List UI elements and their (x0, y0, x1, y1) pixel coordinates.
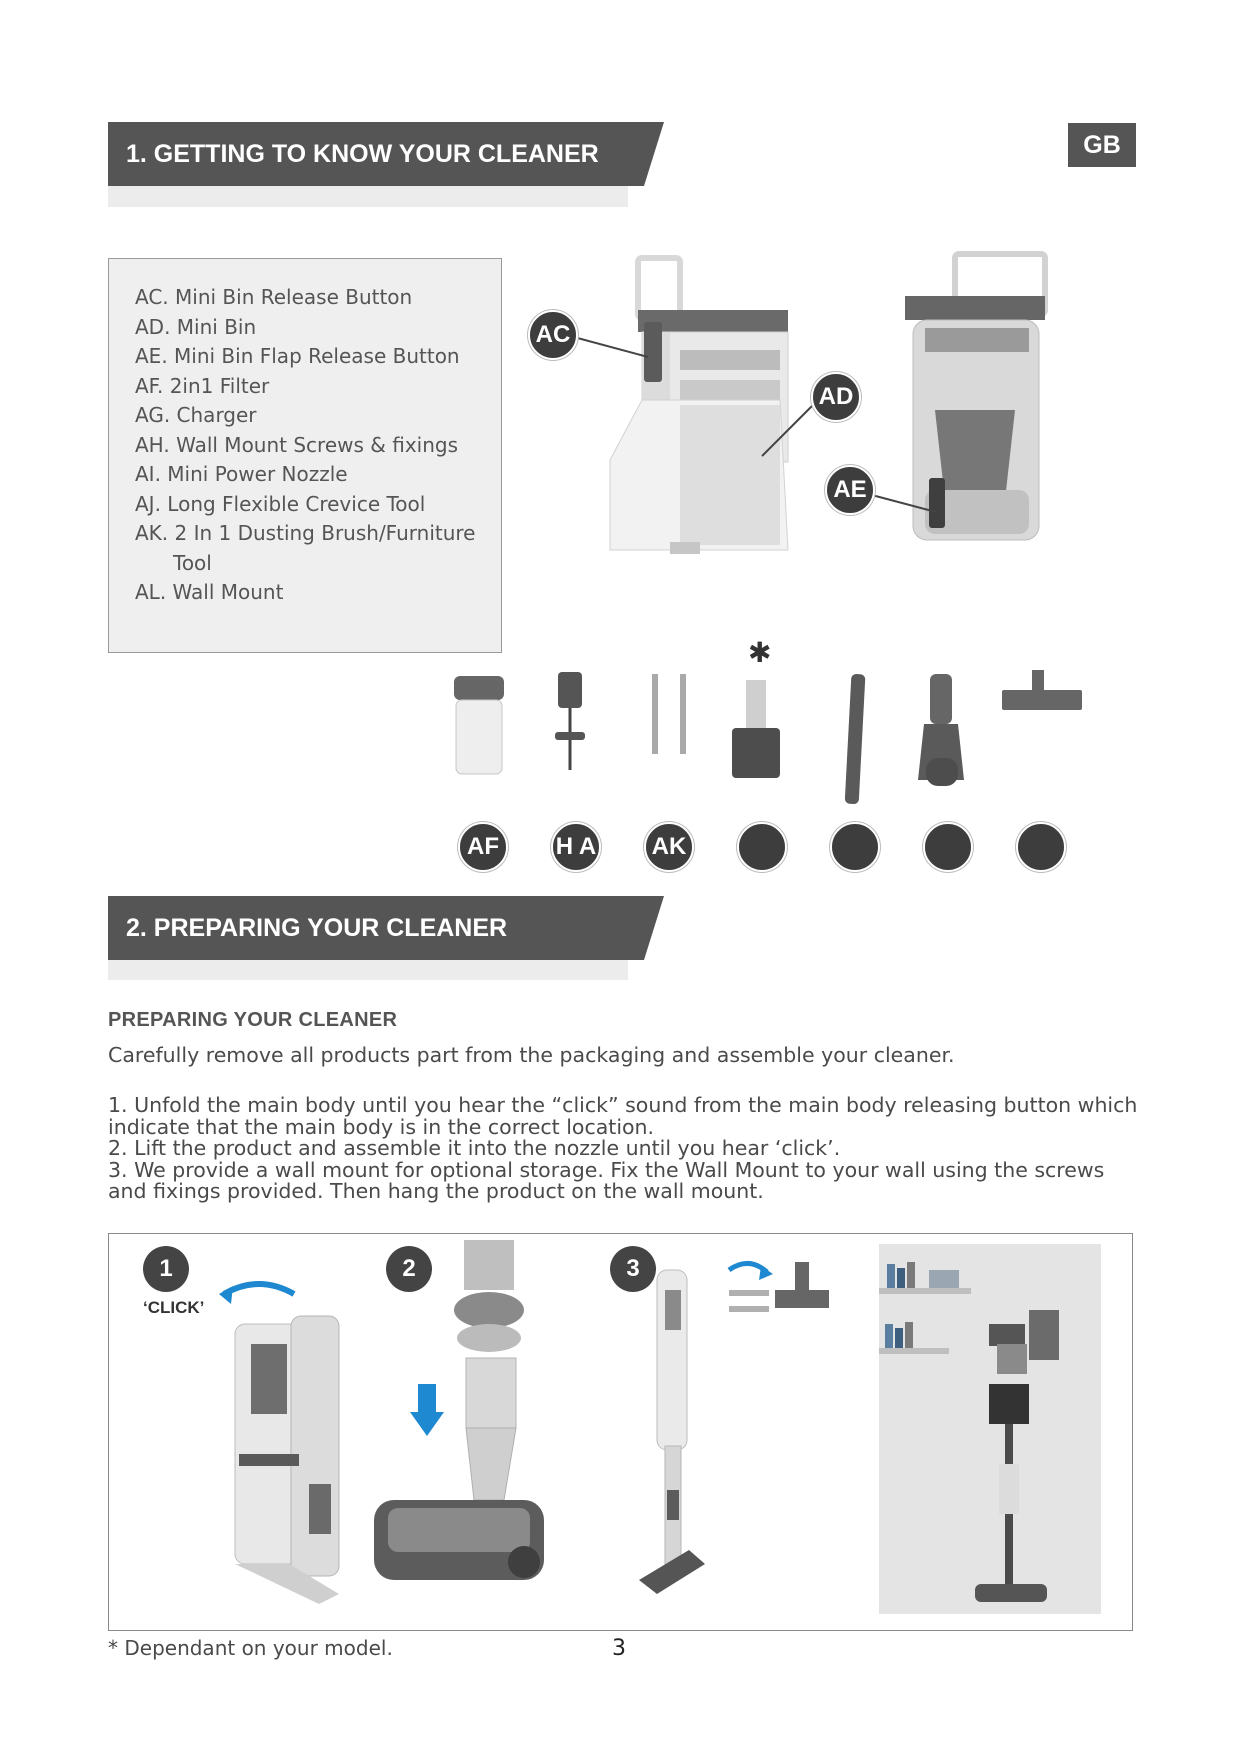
callout-ac: AC (528, 310, 578, 360)
step-3-text: 3. We provide a wall mount for optional storage. Fix the Wall Mount to your wall using the screws and fixings provided. Then hang the product on the wall mount. (108, 1157, 1105, 1203)
intro-paragraph: Carefully remove all products part from the packaging and assemble your cleaner. (108, 1043, 955, 1067)
callout-blank-3 (923, 822, 973, 872)
click-label: ‘CLICK’ (143, 1298, 205, 1317)
filter-icon (454, 676, 504, 774)
legend-item-ak-text: AK. 2 In 1 Dusting Brush/Furniture (135, 521, 476, 545)
steps-list (108, 1095, 1148, 1203)
step-1-badge: 1 (143, 1246, 189, 1292)
footnote: * Dependant on your model. (108, 1636, 393, 1660)
legend-item-ag: AG. Charger (135, 403, 257, 427)
callout-ak: AK (644, 822, 694, 872)
step-2-illustration (354, 1240, 554, 1620)
legend-item-ac: AC. Mini Bin Release Button (135, 285, 413, 309)
assembly-figure (108, 1233, 1133, 1631)
step-3-illustration (609, 1250, 829, 1620)
legend-item-af: AF. 2in1 Filter (135, 373, 270, 398)
callout-af: AF (458, 822, 508, 872)
screws-icon (652, 674, 686, 754)
section1-title: 1. GETTING TO KNOW YOUR CLEANER (126, 140, 599, 168)
legend-item-ai: AI. Mini Power Nozzle (135, 462, 348, 486)
legend-item-aj: AJ. Long Flexible Crevice Tool (135, 491, 426, 516)
callout-ad: AD (811, 372, 861, 422)
section2-title: 2. PREPARING YOUR CLEANER (126, 914, 508, 942)
wall-mounted-scene-illustration (879, 1244, 1101, 1614)
mini-power-nozzle-icon (732, 680, 780, 778)
step-3-badge: 3 (610, 1246, 656, 1292)
legend-item-al: AL. Wall Mount (135, 580, 284, 604)
callout-ae: AE (825, 465, 875, 515)
callout-ah: H A (551, 822, 601, 872)
crevice-tool-icon (845, 674, 866, 805)
wall-mount-icon (1002, 670, 1082, 710)
step-1-illustration (169, 1264, 369, 1624)
language-badge: GB (1068, 123, 1136, 167)
legend-item-ad: AD. Mini Bin (135, 314, 257, 339)
charger-icon (555, 672, 585, 770)
legend-item-ak-cont: Tool (173, 550, 212, 575)
legend-item-ae: AE. Mini Bin Flap Release Button (135, 344, 460, 368)
dusting-brush-icon (918, 674, 964, 786)
step-1-text: 1. Unfold the main body until you hear the “click” sound from the main body releasing button which indicate that the main body is in the correct location. (108, 1093, 1138, 1139)
step-2-text: 2. Lift the product and assemble it into the nozzle until you hear ‘click’. (108, 1136, 841, 1160)
section2-banner-shadow (108, 958, 628, 980)
preparing-subhead: PREPARING YOUR CLEANER (108, 1009, 398, 1031)
page-number: 3 (612, 1636, 626, 1661)
section2-banner-text-wrap (108, 896, 664, 960)
asterisk-mark: ✱ (748, 636, 772, 669)
legend-item-ah: AH. Wall Mount Screws & fixings (135, 432, 458, 457)
callout-blank-1 (737, 822, 787, 872)
callout-blank-4 (1016, 822, 1066, 872)
step-2-badge: 2 (386, 1246, 432, 1292)
callout-blank-2 (830, 822, 880, 872)
